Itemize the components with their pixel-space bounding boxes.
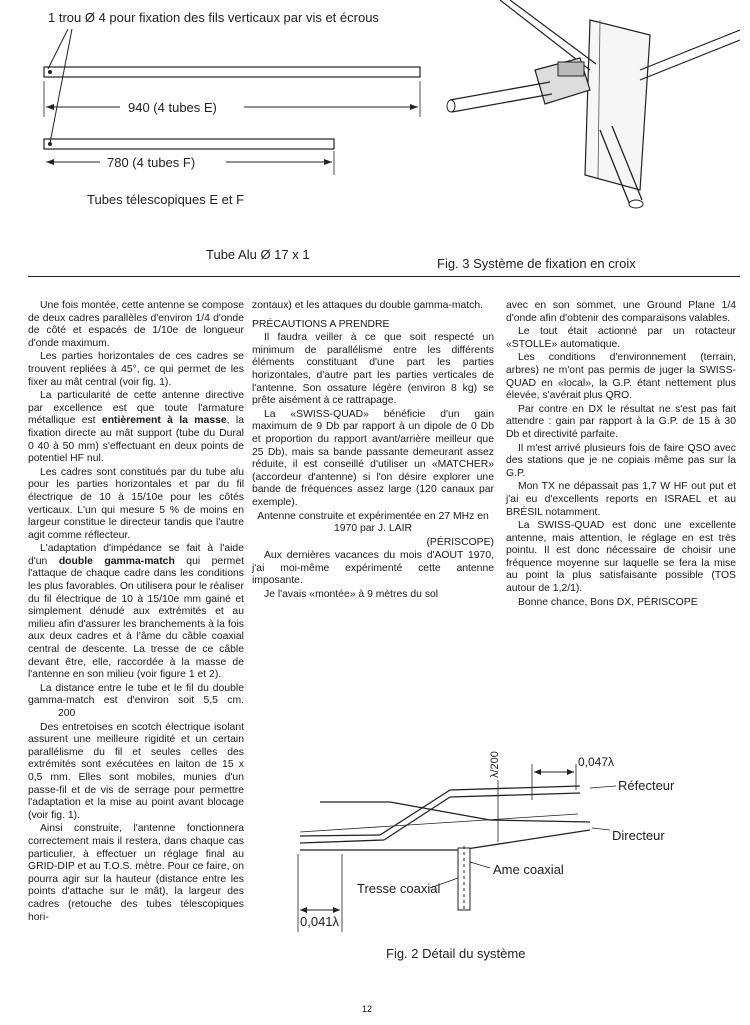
col3-paragraph: La SWISS-QUAD est donc une excellente antenne, mais attention, le réglage en est très pointu. Il est donc nécessaire de choisir une fréquence moyenne sur laquelle se fera la mise au point la plus satisfaisante possible (TOS autour de 1,2/1). — [506, 520, 736, 595]
col3-paragraph: Il m'est arrivé plusieurs fois de faire QSO avec des stations que je ne copiais même pas sur la G.P. — [506, 442, 736, 479]
fig2-system-detail-drawing — [280, 750, 640, 940]
col2-paragraph: zontaux) et les attaques du double gamma-match. — [252, 300, 484, 311]
fraction-denominator: 200 — [58, 708, 76, 719]
col2-paragraph: Antenne construite et expérimentée en 27 MHz en 1970 par J. LAIR — [257, 510, 489, 535]
col2-paragraph: Je l'avais «montée» à 9 mètres du sol — [264, 589, 439, 601]
text-column-1 — [28, 300, 244, 925]
alu-tube-caption: Tube Alu Ø 17 x 1 — [206, 247, 310, 262]
col1-paragraph: Une fois montée, cette antenne se compose de deux cadres parallèles d'environ 1/4 d'onde de côté et espacés de 1/10e de longueur d'onde maximum. — [28, 300, 244, 349]
coax-core-label: Ame coaxial — [493, 862, 564, 877]
col2-paragraph: Il faudra veiller à ce que soit respecté un minimum de parallélisme entre les différents éléments constituant d'une part les parties horizontales, d'autre part les parties verticales de l'antenne. Son ossature légère (environ 8 kg) se prête aisément à ce rattrapage. — [252, 332, 494, 407]
tube-f-dimension: 780 (4 tubes F) — [107, 155, 196, 170]
col1-paragraph: Des entretoises en scotch électrique isolant assurent une meilleure rigidité et un certain parallélisme du fil et seules celles des extrémités sont exécutées en laiton de 15 x 0,5 mm. Elles sont mobiles, munies d'un passe-fil et de vis de serrage pour permettre l'adaptation et la mise au point avant blocage (voir fig. 1). — [28, 721, 244, 821]
col3-paragraph: Bonne chance, Bons DX, PÉRISCOPE — [518, 596, 698, 608]
text-column-3 — [506, 300, 736, 610]
col3-paragraph: avec en son sommet, une Ground Plane 1/4 d'onde afin d'obtenir des comparaisons valables. — [506, 300, 736, 324]
page-number: 12 — [362, 1004, 373, 1014]
tube-e-dimension: 940 (4 tubes E) — [128, 100, 217, 115]
fig2-bottom-dimension: 0,041λ — [300, 914, 340, 929]
fig3-cross-fixing-drawing — [440, 0, 740, 240]
col1-paragraph: Ainsi construite, l'antenne fonctionnera correctement mais il restera, dans chaque cas particulier, à effectuer un réglage final au GRID-DIP et au T.O.S. mètre. Pour ce faire, on pourra agir sur la hauteur (distance entre les points d'attache sur le mât), la largeur des cadres (retouche des tubes télescopiques hori- — [28, 823, 244, 923]
author-signature: (PÉRISCOPE) — [426, 536, 494, 548]
tubes-caption: Tubes télescopiques E et F — [87, 192, 245, 207]
fixing-hole-note: 1 trou Ø 4 pour fixation des fils verticaux par vis et écrous — [48, 10, 379, 25]
col3-paragraph: Le tout était actionné par un rotacteur «STOLLE» automatique. — [506, 326, 736, 350]
telescopic-tubes-drawing — [30, 25, 430, 195]
col1-paragraph: La distance entre le tube et le fil du double gamma-match est d'environ soit 5,5 cm. 200 — [28, 682, 244, 719]
fig2-vertical-dimension: λ/200 — [489, 751, 501, 778]
fig2-top-dimension: 0,047λ — [578, 755, 615, 769]
col1-paragraph: L'adaptation d'impédance se fait à l'aide d'un double gamma-match qui permet l'attaque de chaque cadre dans les conditions les plus favorables. On utilisera pour le réaliser du fil électrique de 10 à 15/10e mm gainé et simplement dénudé aux extrémités et au milieu afin d'assurer les branchements à la fois aux deux cadres et à l'âme du câble coaxial central de descente. La tresse de ce câble devant être, elle, raccordée à la masse de l'antenne en son milieu (voir figure 1 et 2). — [28, 543, 244, 681]
col1-paragraph: Les cadres sont constitués par du tube alu pour les parties horizontales et par du fil électrique de 10 à 15/10e pour les côtés verticaux. L'un qui mesure 5 % de moins en largeur constitue le directeur tandis que l'autre agit comme réflecteur. — [28, 466, 244, 541]
text-column-2 — [252, 300, 494, 603]
reflector-label: Réfecteur — [618, 778, 675, 793]
section-divider — [28, 276, 740, 277]
col1-paragraph: La particularité de cette antenne directive par excellence est que toute l'armature métallique est entièrement à la masse, la fixation directe au mât support (tube du Dural 0 40 à 50 mm) s'effectuant en deux points de potentiel HF nul. — [28, 390, 244, 465]
director-label: Directeur — [612, 828, 665, 843]
col2-paragraph: La «SWISS-QUAD» bénéficie d'un gain maximum de 9 Db par rapport à un dipole de 0 Db et proportion du rapport avant/arrière meilleur que 25 Db), mais sa bande passante demeurant assez réduite, il est conseillé d'utiliser un «MATCHER» (accordeur d'antenne) si l'on désire explorer une bande de fréquences assez large (120 canaux par exemple). — [252, 408, 494, 508]
col3-paragraph: Mon TX ne dépassait pas 1,7 W HF out put et j'ai eu d'excellents reports en ISRAEL et au BRÉSIL notamment. — [506, 481, 736, 518]
col2-paragraph: Aux dernières vacances du mois d'AOUT 1970, j'ai moi-même expérimenté cette antenne imposante. — [252, 550, 494, 587]
coax-shield-label: Tresse coaxial — [357, 881, 441, 896]
col3-paragraph: Par contre en DX le résultat ne s'est pas fait attendre : gain par rapport à la G.P. de 15 à 30 Db et directivité parfaite. — [506, 403, 736, 440]
section-heading: PRÉCAUTIONS A PRENDRE — [252, 318, 390, 330]
col3-paragraph: Les conditions d'environnement (terrain, arbres) ne m'ont pas permis de juger la SWISS-QUAD en «local», la G.P. étant nettement plus élevée, s'avérait plus QRO. — [506, 352, 736, 402]
col1-paragraph: Les parties horizontales de ces cadres se trouvent repliées à 45°, ce qui permet de les fixer au mât central (voir fig. 1). — [28, 351, 244, 388]
fig2-caption: Fig. 2 Détail du système — [386, 946, 526, 961]
fig3-caption: Fig. 3 Système de fixation en croix — [437, 256, 636, 271]
